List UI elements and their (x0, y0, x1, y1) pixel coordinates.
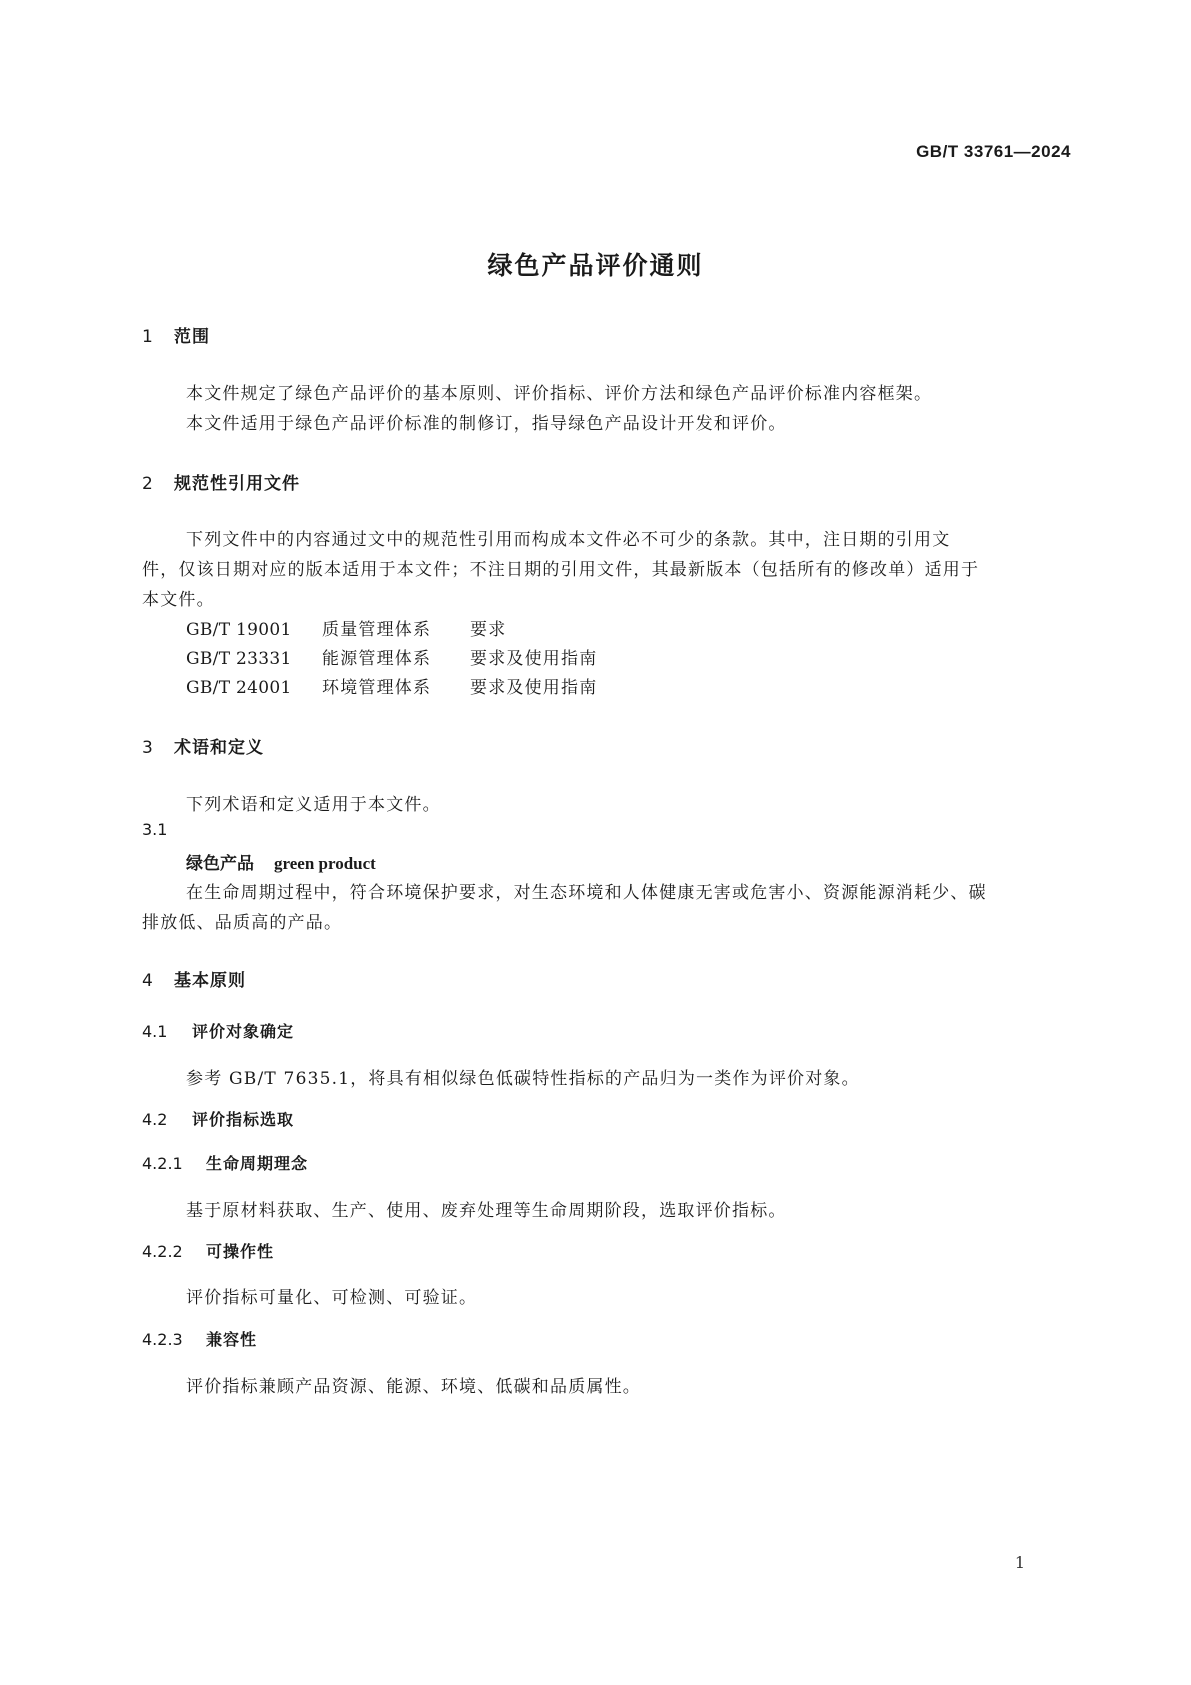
reference-subtitle: 要求 (470, 620, 507, 640)
reference-code: GB/T 19001 (186, 620, 292, 640)
subsection-title: 评价对象确定 (192, 1022, 295, 1041)
subsection-4-2-3-text: 评价指标兼顾产品资源、能源、环境、低碳和品质属性。 (186, 1377, 641, 1397)
term-definition-line-2: 排放低、品质高的产品。 (142, 913, 343, 933)
subsection-number: 4.2 (142, 1110, 168, 1129)
term-english: green product (274, 854, 376, 873)
subsection-number: 4.2.1 (142, 1154, 183, 1173)
subsection-4-2-1-text: 基于原材料获取、生产、使用、废弃处理等生命周期阶段，选取评价指标。 (186, 1201, 787, 1221)
subsection-4-2-1-heading (142, 1151, 308, 1174)
page-number: 1 (1014, 1553, 1025, 1572)
term-heading (186, 849, 376, 874)
normative-ref-text-line-2: 件，仅该日期对应的版本适用于本文件；不注日期的引用文件，其最新版本（包括所有的修改单）适用于 (142, 560, 980, 580)
section-title: 范围 (174, 327, 210, 347)
subsection-4-2-3-heading (142, 1327, 257, 1350)
subsection-number: 4.2.3 (142, 1330, 183, 1349)
subsection-number: 4.2.2 (142, 1242, 183, 1261)
reference-item (186, 673, 597, 698)
section-number: 3 (142, 738, 153, 758)
reference-title: 质量管理体系 (322, 620, 432, 640)
normative-ref-text-line-3: 本文件。 (142, 590, 215, 610)
subsection-title: 评价指标选取 (192, 1110, 295, 1129)
reference-code: GB/T 23331 (186, 649, 292, 669)
section-number: 4 (142, 971, 153, 991)
subsection-4-2-2-heading (142, 1239, 274, 1262)
term-definition-line-1: 在生命周期过程中，符合环境保护要求，对生态环境和人体健康无害或危害小、资源能源消耗少、碳 (186, 883, 987, 903)
subsection-4-1-text: 参考 GB/T 7635.1，将具有相似绿色低碳特性指标的产品归为一类作为评价对象。 (186, 1069, 860, 1089)
section-1-heading (142, 322, 210, 347)
term-chinese: 绿色产品 (186, 854, 254, 874)
reference-subtitle: 要求及使用指南 (470, 649, 598, 669)
subsection-title: 可操作性 (206, 1242, 275, 1261)
reference-title: 环境管理体系 (322, 678, 432, 698)
reference-code: GB/T 24001 (186, 678, 292, 698)
reference-subtitle: 要求及使用指南 (470, 678, 598, 698)
scope-paragraph-1: 本文件规定了绿色产品评价的基本原则、评价指标、评价方法和绿色产品评价标准内容框架。 (186, 384, 933, 404)
document-title: 绿色产品评价通则 (487, 251, 704, 280)
subsection-4-2-2-text: 评价指标可量化、可检测、可验证。 (186, 1288, 478, 1308)
section-title: 基本原则 (174, 971, 246, 991)
subsection-4-1-heading (142, 1019, 294, 1042)
reference-title: 能源管理体系 (322, 649, 432, 669)
section-4-heading (142, 966, 246, 991)
normative-ref-text-line-1: 下列文件中的内容通过文中的规范性引用而构成本文件必不可少的条款。其中，注日期的引用文 (186, 530, 951, 550)
term-number: 3.1 (142, 820, 168, 839)
subsection-4-2-heading (142, 1107, 294, 1130)
scope-paragraph-2: 本文件适用于绿色产品评价标准的制修订，指导绿色产品设计开发和评价。 (186, 414, 787, 434)
section-number: 2 (142, 474, 153, 494)
terms-intro: 下列术语和定义适用于本文件。 (186, 795, 441, 815)
subsection-title: 生命周期理念 (206, 1154, 309, 1173)
section-title: 规范性引用文件 (174, 474, 300, 494)
standard-code: GB/T 33761—2024 (916, 142, 1071, 161)
subsection-title: 兼容性 (206, 1330, 258, 1349)
section-2-heading (142, 469, 300, 494)
reference-item (186, 615, 506, 640)
section-number: 1 (142, 327, 153, 347)
subsection-number: 4.1 (142, 1022, 168, 1041)
section-title: 术语和定义 (174, 738, 264, 758)
section-3-heading (142, 733, 264, 758)
reference-item (186, 644, 597, 669)
